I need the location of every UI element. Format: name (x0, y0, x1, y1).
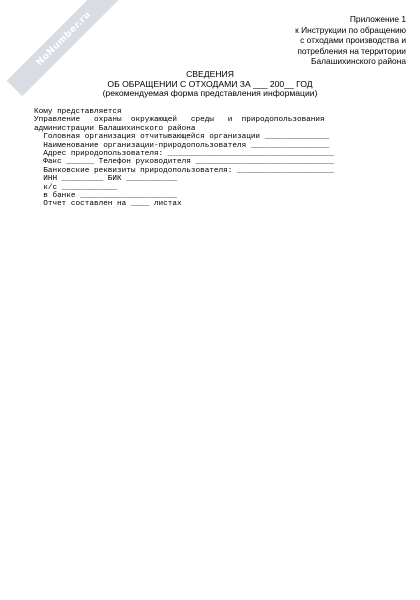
appendix-note (266, 14, 406, 67)
appendix-line: потребления на территории (297, 45, 406, 56)
document-note: (рекомендуемая форма представления информации) (102, 88, 318, 99)
form-line: Кому представляется (34, 108, 122, 116)
form-line: в банке _____________________ (34, 192, 178, 201)
document-title: СВЕДЕНИЯ (186, 69, 234, 79)
document-subtitle: ОБ ОБРАЩЕНИИ С ОТХОДАМИ ЗА ___ 200__ ГОД (107, 78, 313, 89)
form-line: Отчет составлен на ____ листах (34, 200, 182, 209)
form-line: Головная организация отчитывающейся организации ______________ (34, 133, 330, 142)
form-line: Факс ______ Телефон руководителя ______________________________ (34, 158, 334, 167)
form-line: к/с ____________ (34, 183, 118, 192)
form-line: ИНН _________ БИК ___________ (34, 175, 178, 184)
appendix-line: к Инструкции по обращению (295, 24, 406, 35)
appendix-line: с отходами производства и (300, 35, 406, 46)
form-body (34, 108, 364, 209)
appendix-line: Приложение 1 (349, 14, 406, 24)
form-line: Адрес природопользователя: ____________________________________ (34, 150, 334, 159)
form-line: Наименование организации-природопользователя _________________ (34, 141, 330, 150)
watermark: NoNumber.ru (7, 0, 122, 96)
form-line: Управление охраны окружающей среды и природопользования (34, 116, 325, 125)
document-header (0, 70, 420, 99)
form-line: администрации Балашихинского района (34, 124, 196, 133)
appendix-line: Балашихинского района (311, 56, 406, 67)
form-line: Банковские реквизиты природопользователя: _____________________ (34, 166, 334, 175)
